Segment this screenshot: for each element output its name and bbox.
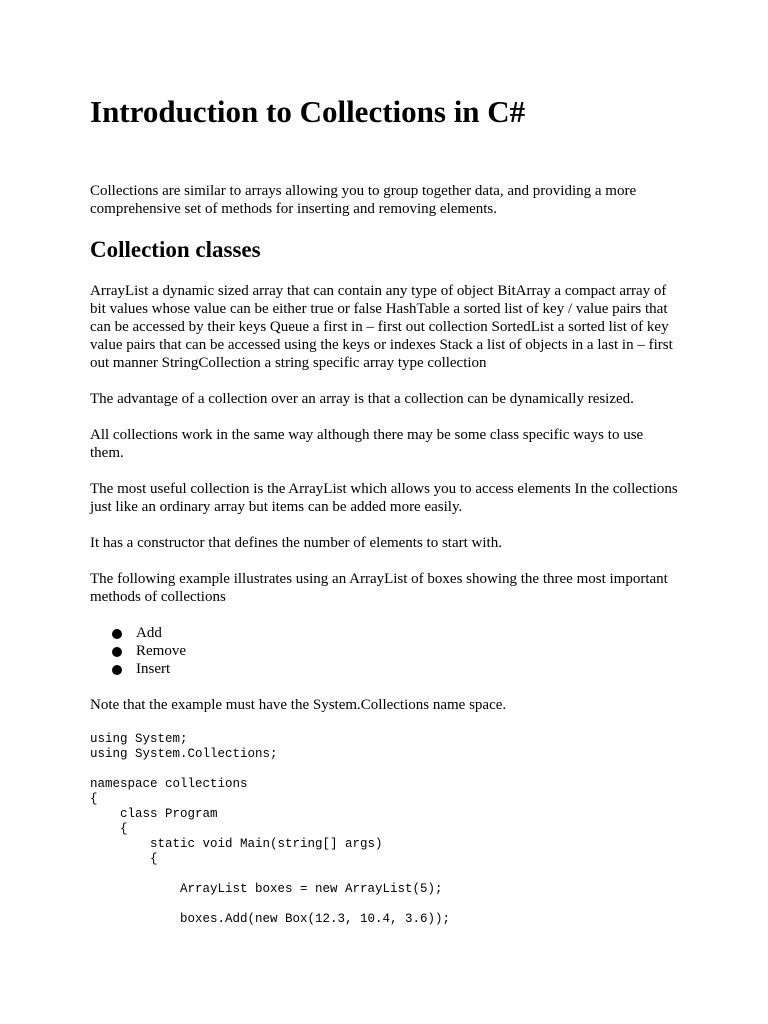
- list-item-label: Insert: [136, 661, 171, 677]
- intro-paragraph: Collections are similar to arrays allowing you to group together data, and providing a more comprehensive set of methods for inserting and removing elements.: [90, 183, 637, 217]
- arraylist-paragraph: The most useful collection is the ArrayList which allows you to access elements In the collections just like an ordinary array but items can be added more easily.: [90, 481, 678, 515]
- note-paragraph: Note that the example must have the System.Collections name space.: [90, 697, 507, 713]
- usage-paragraph: All collections work in the same way although there may be some class specific ways to use them.: [90, 427, 644, 461]
- list-item: [112, 642, 680, 660]
- advantage-paragraph: The advantage of a collection over an array is that a collection can be dynamically resized.: [90, 391, 634, 407]
- section-heading: Collection classes: [90, 237, 261, 262]
- bullet-icon: [112, 629, 122, 639]
- methods-list: [90, 624, 680, 678]
- list-item: [112, 660, 680, 678]
- list-item-label: Add: [136, 625, 162, 641]
- code-block: using System; using System.Collections; namespace collections { class Program { static void Main(string[] args) { ArrayList boxes = new ArrayList(5); boxes.Add(new Box(12.3, 10.4, 3.6));: [90, 732, 451, 926]
- document-body: [90, 182, 680, 927]
- bullet-icon: [112, 665, 122, 675]
- list-item-label: Remove: [136, 643, 186, 659]
- page-title: Introduction to Collections in C#: [90, 94, 526, 129]
- constructor-paragraph: It has a constructor that defines the number of elements to start with.: [90, 535, 502, 551]
- collection-classes-paragraph: ArrayList a dynamic sized array that can contain any type of object BitArray a compact array of bit values whose value can be either true or false HashTable a sorted list of key / value pairs that can be accessed by their keys Queue a first in – first out collection SortedList a sorted list of key value pairs that can be accessed using the keys or indexes Stack a list of objects in a last in – first out manner StringCollection a string specific array type collection: [90, 283, 673, 371]
- example-paragraph: The following example illustrates using an ArrayList of boxes showing the three most important methods of collections: [90, 571, 668, 605]
- list-item: [112, 624, 680, 642]
- bullet-icon: [112, 647, 122, 657]
